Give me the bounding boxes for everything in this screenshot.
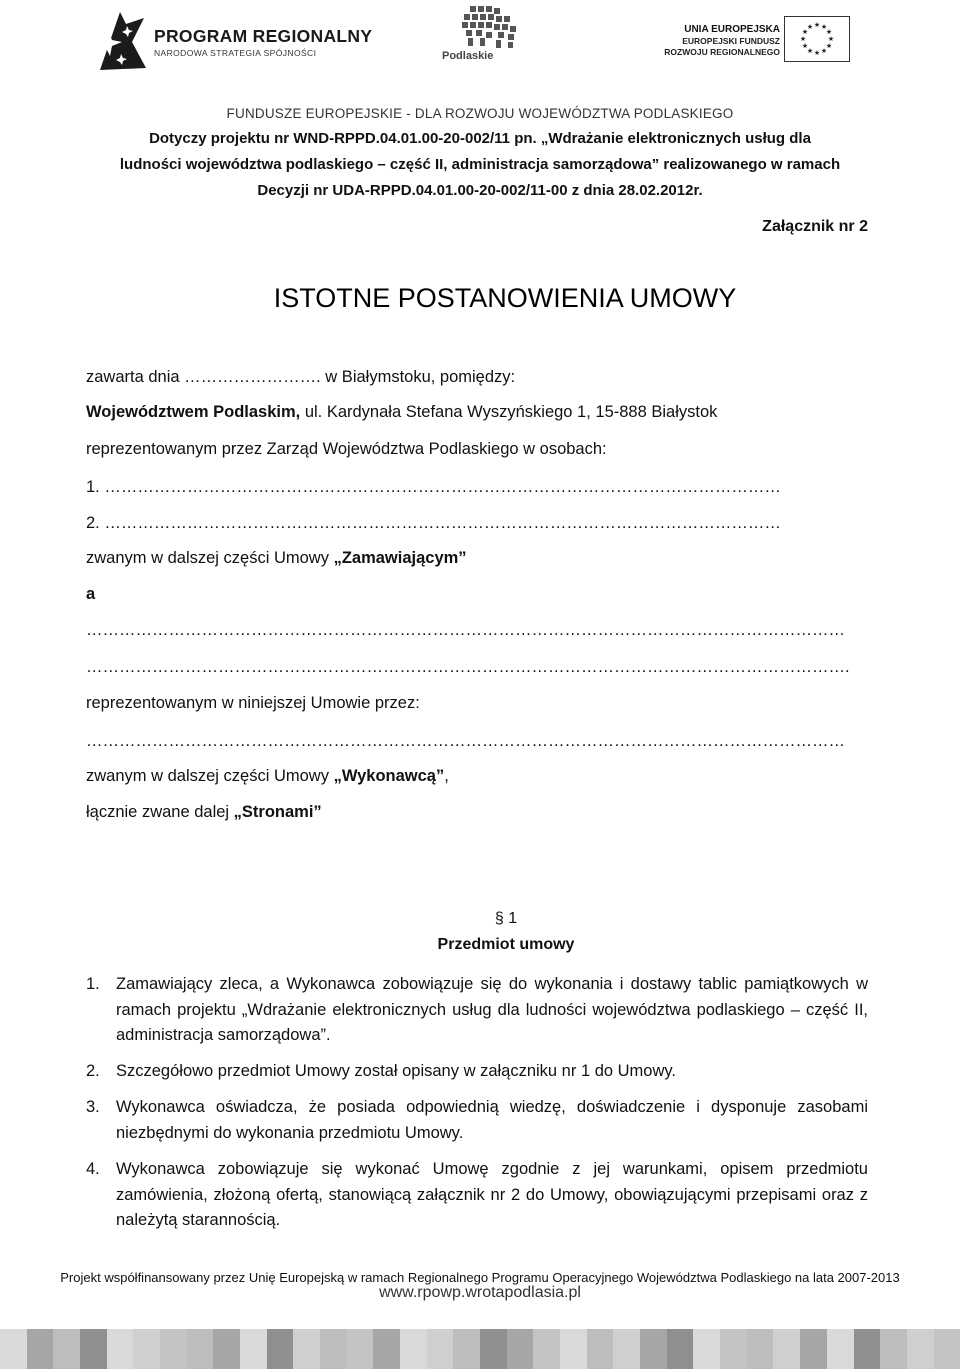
section-title: Przedmiot umowy	[437, 936, 575, 953]
bar-segment	[107, 1329, 134, 1369]
bar-segment	[880, 1329, 907, 1369]
rep1-dots: ……………………………………………………………………………………………………………	[104, 478, 781, 496]
item-text: Wykonawca oświadcza, że posiada odpowiednią wiedzę, doświadczenie i dysponuje zasobami niezbędnymi do wykonania przedmiotu Umowy.	[116, 1098, 868, 1142]
rep2-number: 2.	[86, 514, 100, 532]
item-number: 4.	[86, 1160, 100, 1178]
called-prefix-1: zwanym w dalszej części Umowy	[86, 549, 334, 567]
concluded-line	[86, 368, 515, 387]
item-text: Szczegółowo przedmiot Umowy został opisany w załączniku nr 1 do Umowy.	[116, 1062, 677, 1080]
bar-segment	[267, 1329, 294, 1369]
bar-segment	[80, 1329, 107, 1369]
svg-text:★: ★	[799, 35, 807, 43]
bar-segment	[373, 1329, 400, 1369]
bar-segment	[480, 1329, 507, 1369]
svg-text:★: ★	[806, 23, 814, 31]
represented-board: reprezentowanym przez Zarząd Województwa Podlaskiego w osobach:	[86, 440, 607, 458]
bar-segment	[693, 1329, 720, 1369]
bar-segment	[240, 1329, 267, 1369]
bar-segment	[560, 1329, 587, 1369]
footer-cofinancing: Projekt współfinansowany przez Unię Europejską w ramach Regionalnego Programu Operacyjnego Województwa Podlaskiego na lata 2007-2013	[60, 1270, 900, 1285]
eu-text	[664, 24, 780, 59]
bar-segment	[293, 1329, 320, 1369]
party1-address: ul. Kardynała Stefana Wyszyńskiego 1, 15-888 Białystok	[300, 403, 718, 421]
star-figure-logo-icon	[92, 8, 148, 74]
svg-text:★: ★	[813, 21, 821, 29]
item-number: 1.	[86, 975, 100, 993]
footer-url: www.rpowp.wrotapodlasia.pl	[379, 1284, 581, 1301]
parties-prefix: łącznie zwane dalej	[86, 803, 234, 821]
list-item	[86, 1095, 868, 1146]
project-line-1: Dotyczy projektu nr WND-RPPD.04.01.00-20-002/11 pn. „Wdrażanie elektronicznych usług dla	[149, 130, 811, 147]
party1-line	[86, 403, 717, 422]
bar-segment	[934, 1329, 960, 1369]
podlaskie-logo	[436, 4, 526, 72]
eu-line2: EUROPEJSKI FUNDUSZ	[682, 35, 780, 46]
bar-segment	[747, 1329, 774, 1369]
orderer-line	[86, 549, 467, 568]
program-regionalny-logo	[92, 6, 372, 76]
attachment-label: Załącznik nr 2	[762, 218, 868, 235]
svg-text:★: ★	[825, 28, 833, 36]
rep1-number: 1.	[86, 478, 100, 496]
bar-segment	[720, 1329, 747, 1369]
bar-segment	[854, 1329, 881, 1369]
bar-segment	[667, 1329, 694, 1369]
eu-logo	[666, 14, 852, 68]
concluded-suffix: . w Białymstoku, pomiędzy:	[316, 368, 516, 386]
bar-segment	[213, 1329, 240, 1369]
bar-segment	[773, 1329, 800, 1369]
bar-segment	[0, 1329, 27, 1369]
item-number: 2.	[86, 1062, 100, 1080]
contractor-dots-1: …………………………………………………………………………………………………………………………	[86, 621, 845, 639]
funds-line: FUNDUSZE EUROPEJSKIE - DLA ROZWOJU WOJEWÓDZTWA PODLASKIEGO	[226, 106, 734, 121]
svg-text:★: ★	[827, 35, 835, 43]
bar-segment	[827, 1329, 854, 1369]
parties-line	[86, 803, 322, 822]
representative-dots: …………………………………………………………………………………………………………………………	[86, 732, 845, 750]
svg-text:★: ★	[801, 28, 809, 36]
program-name: PROGRAM REGIONALNY	[154, 26, 373, 46]
program-subtitle: NARODOWA STRATEGIA SPÓJNOŚCI	[154, 48, 317, 58]
bar-segment	[320, 1329, 347, 1369]
orderer-name: „Zamawiającym”	[333, 549, 467, 567]
item-text: Zamawiający zleca, a Wykonawca zobowiązuje się do wykonania i dostawy tablic pamiątkowych w ramach projektu „Wdrażanie elektronicznych usług dla ludności województwa podlaskiego – część II, administracja samorządowa”.	[116, 975, 868, 1044]
svg-text:★: ★	[825, 42, 833, 50]
bar-segment	[640, 1329, 667, 1369]
item-number: 3.	[86, 1098, 100, 1116]
contractor-line	[86, 767, 449, 786]
bar-segment	[347, 1329, 374, 1369]
list-item	[86, 1059, 868, 1085]
item-text: Wykonawca zobowiązuje się wykonać Umowę zgodnie z jej warunkami, opisem przedmiotu zamówienia, złożoną ofertą, stanowiącą załącznik nr 2 do Umowy, obowiązującymi przepisami oraz z należytą starannością.	[116, 1160, 868, 1229]
list-item	[86, 1157, 868, 1234]
bar-segment	[53, 1329, 80, 1369]
contractor-dots-2: ………………………………………………………………………………………………………………………….	[86, 658, 850, 676]
bar-segment	[800, 1329, 827, 1369]
eu-line3: ROZWOJU REGIONALNEGO	[664, 47, 780, 57]
project-line-3: Decyzji nr UDA-RPPD.04.01.00-20-002/11-00 z dnia 28.02.2012r.	[257, 182, 703, 199]
bar-segment	[453, 1329, 480, 1369]
section-sign: § 1	[494, 910, 518, 927]
and-word: a	[86, 585, 96, 603]
represented-in-contract: reprezentowanym w niniejszej Umowie przez:	[86, 694, 420, 712]
contractor-suffix: ,	[444, 767, 449, 785]
svg-text:★: ★	[801, 42, 809, 50]
called-prefix-2: zwanym w dalszej części Umowy	[86, 767, 334, 785]
bar-segment	[507, 1329, 534, 1369]
eu-flag-icon	[784, 16, 850, 62]
svg-text:★: ★	[813, 49, 821, 57]
bar-segment	[613, 1329, 640, 1369]
bar-segment	[533, 1329, 560, 1369]
bar-segment	[400, 1329, 427, 1369]
bar-segment	[587, 1329, 614, 1369]
project-line-2: ludności województwa podlaskiego – część II, administracja samorządowa” realizowanego w ramach	[119, 156, 841, 173]
parties-name: „Stronami”	[233, 803, 322, 821]
contractor-name: „Wykonawcą”	[333, 767, 445, 785]
list-item	[86, 972, 868, 1049]
rep2-dots: ……………………………………………………………………………………………………………	[104, 514, 781, 532]
eu-line1: UNIA EUROPEJSKA	[684, 24, 780, 35]
bar-segment	[27, 1329, 54, 1369]
bar-segment	[187, 1329, 214, 1369]
party1-name: Województwem Podlaskim,	[86, 403, 301, 421]
bison-logo-icon	[436, 4, 526, 50]
concluded-prefix: zawarta dnia	[86, 368, 185, 386]
svg-text:★: ★	[820, 23, 828, 31]
svg-text:★: ★	[820, 47, 828, 55]
svg-text:★: ★	[806, 47, 814, 55]
representative-1	[86, 478, 846, 497]
representative-2	[86, 514, 848, 533]
footer-decorative-bar	[0, 1329, 960, 1369]
bar-segment	[160, 1329, 187, 1369]
bar-segment	[907, 1329, 934, 1369]
bar-segment	[133, 1329, 160, 1369]
document-title: ISTOTNE POSTANOWIENIA UMOWY	[273, 283, 737, 313]
date-dots: ……………………	[184, 368, 317, 386]
bar-segment	[427, 1329, 454, 1369]
region-name: Podlaskie	[442, 50, 494, 62]
